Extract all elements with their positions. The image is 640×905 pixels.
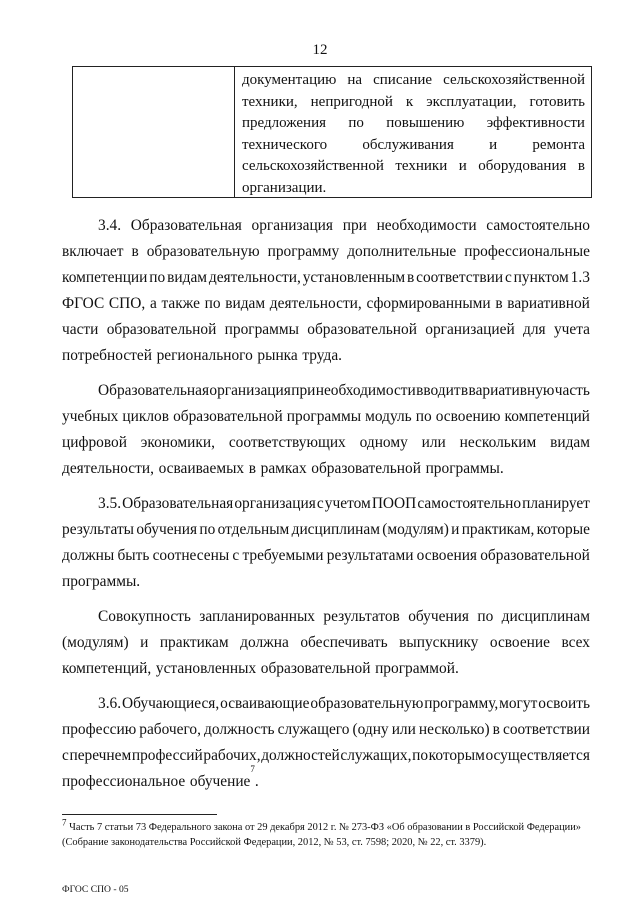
word: результаты (62, 521, 135, 538)
word: ремонта (532, 136, 585, 153)
word: вариативной (507, 295, 590, 312)
word: в (492, 721, 500, 738)
word: учета (553, 321, 590, 338)
word: которым (428, 747, 485, 764)
word: запланированных (199, 608, 316, 625)
word: обеспечивать (300, 634, 388, 651)
footnote-reference: 7 (250, 764, 255, 774)
word: к (405, 93, 414, 110)
word: освоению (435, 408, 501, 425)
word: освоения (416, 547, 478, 564)
word: организация (209, 382, 291, 399)
footnote-line-2: (Собрание законодательства Российской Федерации, 2012, № 53, ст. 7598; 2020, № 22, ст. 3379). (62, 837, 487, 848)
word: 1.3 (570, 269, 590, 286)
word: компетенций (504, 408, 590, 425)
word: результатов (323, 608, 400, 625)
word: предложения (242, 115, 327, 132)
word: профессий (131, 747, 203, 764)
word: рынка (257, 347, 298, 364)
word: Совокупность (98, 608, 191, 625)
word: по (204, 295, 221, 312)
word: по (348, 115, 364, 132)
paragraph-line (62, 239, 590, 265)
word: включает (62, 243, 124, 260)
paragraph-line (62, 317, 590, 343)
word: или (391, 721, 416, 738)
word: непригодной (310, 93, 393, 110)
word: практикам, (461, 521, 535, 538)
word: а (149, 295, 157, 312)
paragraph-line (62, 764, 590, 795)
word: выпускнику (399, 634, 479, 651)
word: программы (286, 408, 362, 425)
word: установленным (302, 269, 406, 286)
word: при (291, 382, 316, 399)
word: списание (373, 72, 433, 88)
paragraph-line (62, 543, 590, 569)
word: сформированными (366, 295, 491, 312)
word: деятельности, (269, 295, 362, 312)
word: обслуживания (362, 136, 454, 153)
word: осваивающие (220, 695, 310, 712)
table-left-cell (73, 67, 235, 197)
table-line (242, 92, 585, 114)
paragraph (62, 604, 590, 682)
word: в (460, 382, 469, 399)
word: которые (536, 521, 590, 538)
word: или (421, 434, 446, 451)
paragraph (62, 378, 590, 482)
word: служащего (277, 721, 350, 738)
continuation-table (72, 66, 592, 198)
word: дополнительные (347, 243, 457, 260)
word: по (199, 521, 216, 538)
word: организация (251, 217, 334, 234)
page-number: 12 (312, 42, 328, 58)
word: отдельным (217, 521, 290, 538)
word: должностей (261, 747, 340, 764)
word: образовательной (480, 547, 590, 564)
word: (одну (352, 721, 389, 738)
word: учебных (62, 408, 119, 425)
word: по (477, 608, 494, 625)
word: образовательную (146, 243, 260, 260)
footnote-line-1 (62, 817, 590, 835)
body-text (62, 213, 590, 804)
word: техники (395, 158, 448, 175)
word: обучение (189, 773, 251, 790)
word: в (577, 158, 585, 175)
word: Обучающиеся, (122, 695, 220, 712)
word: образовательную (310, 695, 424, 712)
word: деятельности, (62, 460, 154, 477)
table-line (242, 70, 585, 92)
document-code: ФГОС СПО - 05 (62, 884, 129, 895)
word: программы. (62, 573, 141, 590)
paragraph-line (62, 691, 590, 717)
paragraph (62, 213, 590, 369)
paragraph-line (62, 343, 590, 369)
word: осуществляется (485, 747, 590, 764)
paragraph-line (62, 430, 590, 456)
word: потребностей (62, 347, 152, 364)
word: быть (117, 547, 150, 564)
footnote-divider (62, 814, 217, 815)
word: труда. (302, 347, 343, 364)
word: одному (359, 434, 408, 451)
word: сельскохозяйственной (443, 72, 585, 88)
paragraph-line (62, 630, 590, 656)
footnote-marker: 7 (62, 817, 67, 828)
word: дисциплинам (291, 521, 380, 538)
word: рамках (260, 460, 307, 477)
word: программы (224, 321, 299, 338)
word: могут (499, 695, 538, 712)
sentence-end: . (254, 773, 259, 790)
word: видам (225, 295, 266, 312)
word: сельскохозяйственной (242, 158, 384, 175)
word: регионального (156, 347, 253, 364)
word: цифровой (62, 434, 127, 451)
word: планирует (522, 495, 590, 512)
footnote-text-1: Часть 7 статьи 73 Федерального закона от 29 декабря 2012 г. № 273-ФЗ «Об образовании в Российской Федерации» (66, 822, 581, 833)
word: Образовательная (98, 382, 210, 399)
paragraph-line (62, 604, 590, 630)
table-right-cell (235, 67, 591, 197)
word: образовательной (307, 321, 417, 338)
word: освоить (538, 695, 590, 712)
word: циклов (122, 408, 170, 425)
word: вводит (416, 382, 461, 399)
word: организации. (242, 179, 327, 196)
word: образовательной (260, 660, 371, 677)
word: и (451, 521, 460, 538)
word: в (406, 269, 415, 286)
word: освоение (489, 634, 550, 651)
word: 3.4. (98, 217, 122, 234)
word: результатами (326, 547, 414, 564)
word: по (415, 408, 432, 425)
paragraph-line (62, 404, 590, 430)
word: (модулям) (62, 634, 129, 651)
word: технического (242, 136, 328, 153)
word: профессиональные (464, 243, 590, 260)
word: техники, (242, 93, 298, 110)
word: видам (550, 434, 590, 451)
paragraph-line (62, 378, 590, 404)
word: осваиваемых (158, 460, 245, 477)
word: необходимости (376, 217, 477, 234)
paragraph-line (62, 517, 590, 543)
word: часть (554, 382, 590, 399)
word: документацию (242, 72, 337, 88)
word: компетенций, (62, 660, 152, 677)
word: учетом (324, 495, 371, 512)
table-line (242, 113, 585, 135)
word: организация (234, 495, 316, 512)
word: несколько) (418, 721, 490, 738)
word: и (489, 136, 498, 153)
word: повышению (386, 115, 465, 132)
paragraph-line (62, 291, 590, 317)
paragraph-line (62, 491, 590, 517)
word: требуемыми (242, 547, 324, 564)
word: деятельности, (208, 269, 301, 286)
table-line (242, 178, 585, 200)
word: с (62, 747, 69, 764)
table-line (242, 156, 585, 178)
word: нескольким (459, 434, 537, 451)
word: на (347, 72, 363, 88)
word: должны (62, 547, 115, 564)
word: организацией (425, 321, 515, 338)
paragraph-line (62, 213, 590, 239)
word: обучения (136, 521, 198, 538)
word: необходимости (315, 382, 416, 399)
word: видам (167, 269, 208, 286)
word: в (131, 243, 139, 260)
word: перечнем (69, 747, 132, 764)
word: и (140, 634, 149, 651)
word: части (62, 321, 99, 338)
word: в (495, 295, 503, 312)
word: всех (561, 634, 590, 651)
word: для (523, 321, 546, 338)
word: соответствии (503, 721, 590, 738)
word: модуль (365, 408, 412, 425)
word: с (504, 269, 512, 286)
word: соответствующих (228, 434, 346, 451)
word: 3.5. (98, 495, 122, 512)
paragraph (62, 491, 590, 595)
word: самостоятельно (486, 217, 590, 234)
word: установленных (155, 660, 257, 677)
word: при (342, 217, 367, 234)
word: самостоятельно (417, 495, 522, 512)
word: с (232, 547, 240, 564)
word: профессию (62, 721, 137, 738)
paragraph-line (62, 656, 590, 682)
word: программу, (424, 695, 499, 712)
word: СПО, (108, 295, 146, 312)
word: программы. (425, 460, 504, 477)
word: по (149, 269, 166, 286)
word: и (458, 158, 467, 175)
word: дисциплинам (501, 608, 590, 625)
paragraph (62, 691, 590, 795)
paragraph-line (62, 456, 590, 482)
word: эксплуатации, (426, 93, 517, 110)
word: практикам (159, 634, 229, 651)
word: пунктом (513, 269, 569, 286)
word: должность (204, 721, 275, 738)
word: рабочих, (203, 747, 261, 764)
word: соответствии (416, 269, 504, 286)
word: профессиональное (62, 773, 186, 790)
paragraph-line (62, 743, 590, 769)
word: программу (267, 243, 340, 260)
word: экономики, (140, 434, 215, 451)
table-line (242, 135, 585, 157)
word: ПООП (371, 495, 417, 512)
word: должна (240, 634, 289, 651)
word: по (412, 747, 429, 764)
footnote (62, 817, 590, 850)
paragraph-line (62, 717, 590, 743)
paragraph-line (62, 265, 590, 291)
word: (модулям) (382, 521, 449, 538)
word: вариативную (468, 382, 555, 399)
word: образовательной (106, 321, 217, 338)
word: образовательной (311, 460, 421, 477)
word: с (316, 495, 324, 512)
word: ФГОС (62, 295, 105, 312)
word: служащих, (340, 747, 412, 764)
word: программой. (375, 660, 459, 677)
word: обучения (408, 608, 469, 625)
word: в (248, 460, 257, 477)
word: компетенции (62, 269, 148, 286)
word: Образовательная (122, 495, 234, 512)
word: эффективности (486, 115, 585, 132)
word: 3.6. (98, 695, 122, 712)
paragraph-line (62, 569, 590, 595)
word: также (161, 295, 200, 312)
word: образовательной (173, 408, 283, 425)
word: рабочего, (139, 721, 201, 738)
word: оборудования (478, 158, 567, 175)
word: Образовательная (130, 217, 242, 234)
word: соотнесены (152, 547, 230, 564)
word: готовить (529, 93, 585, 110)
